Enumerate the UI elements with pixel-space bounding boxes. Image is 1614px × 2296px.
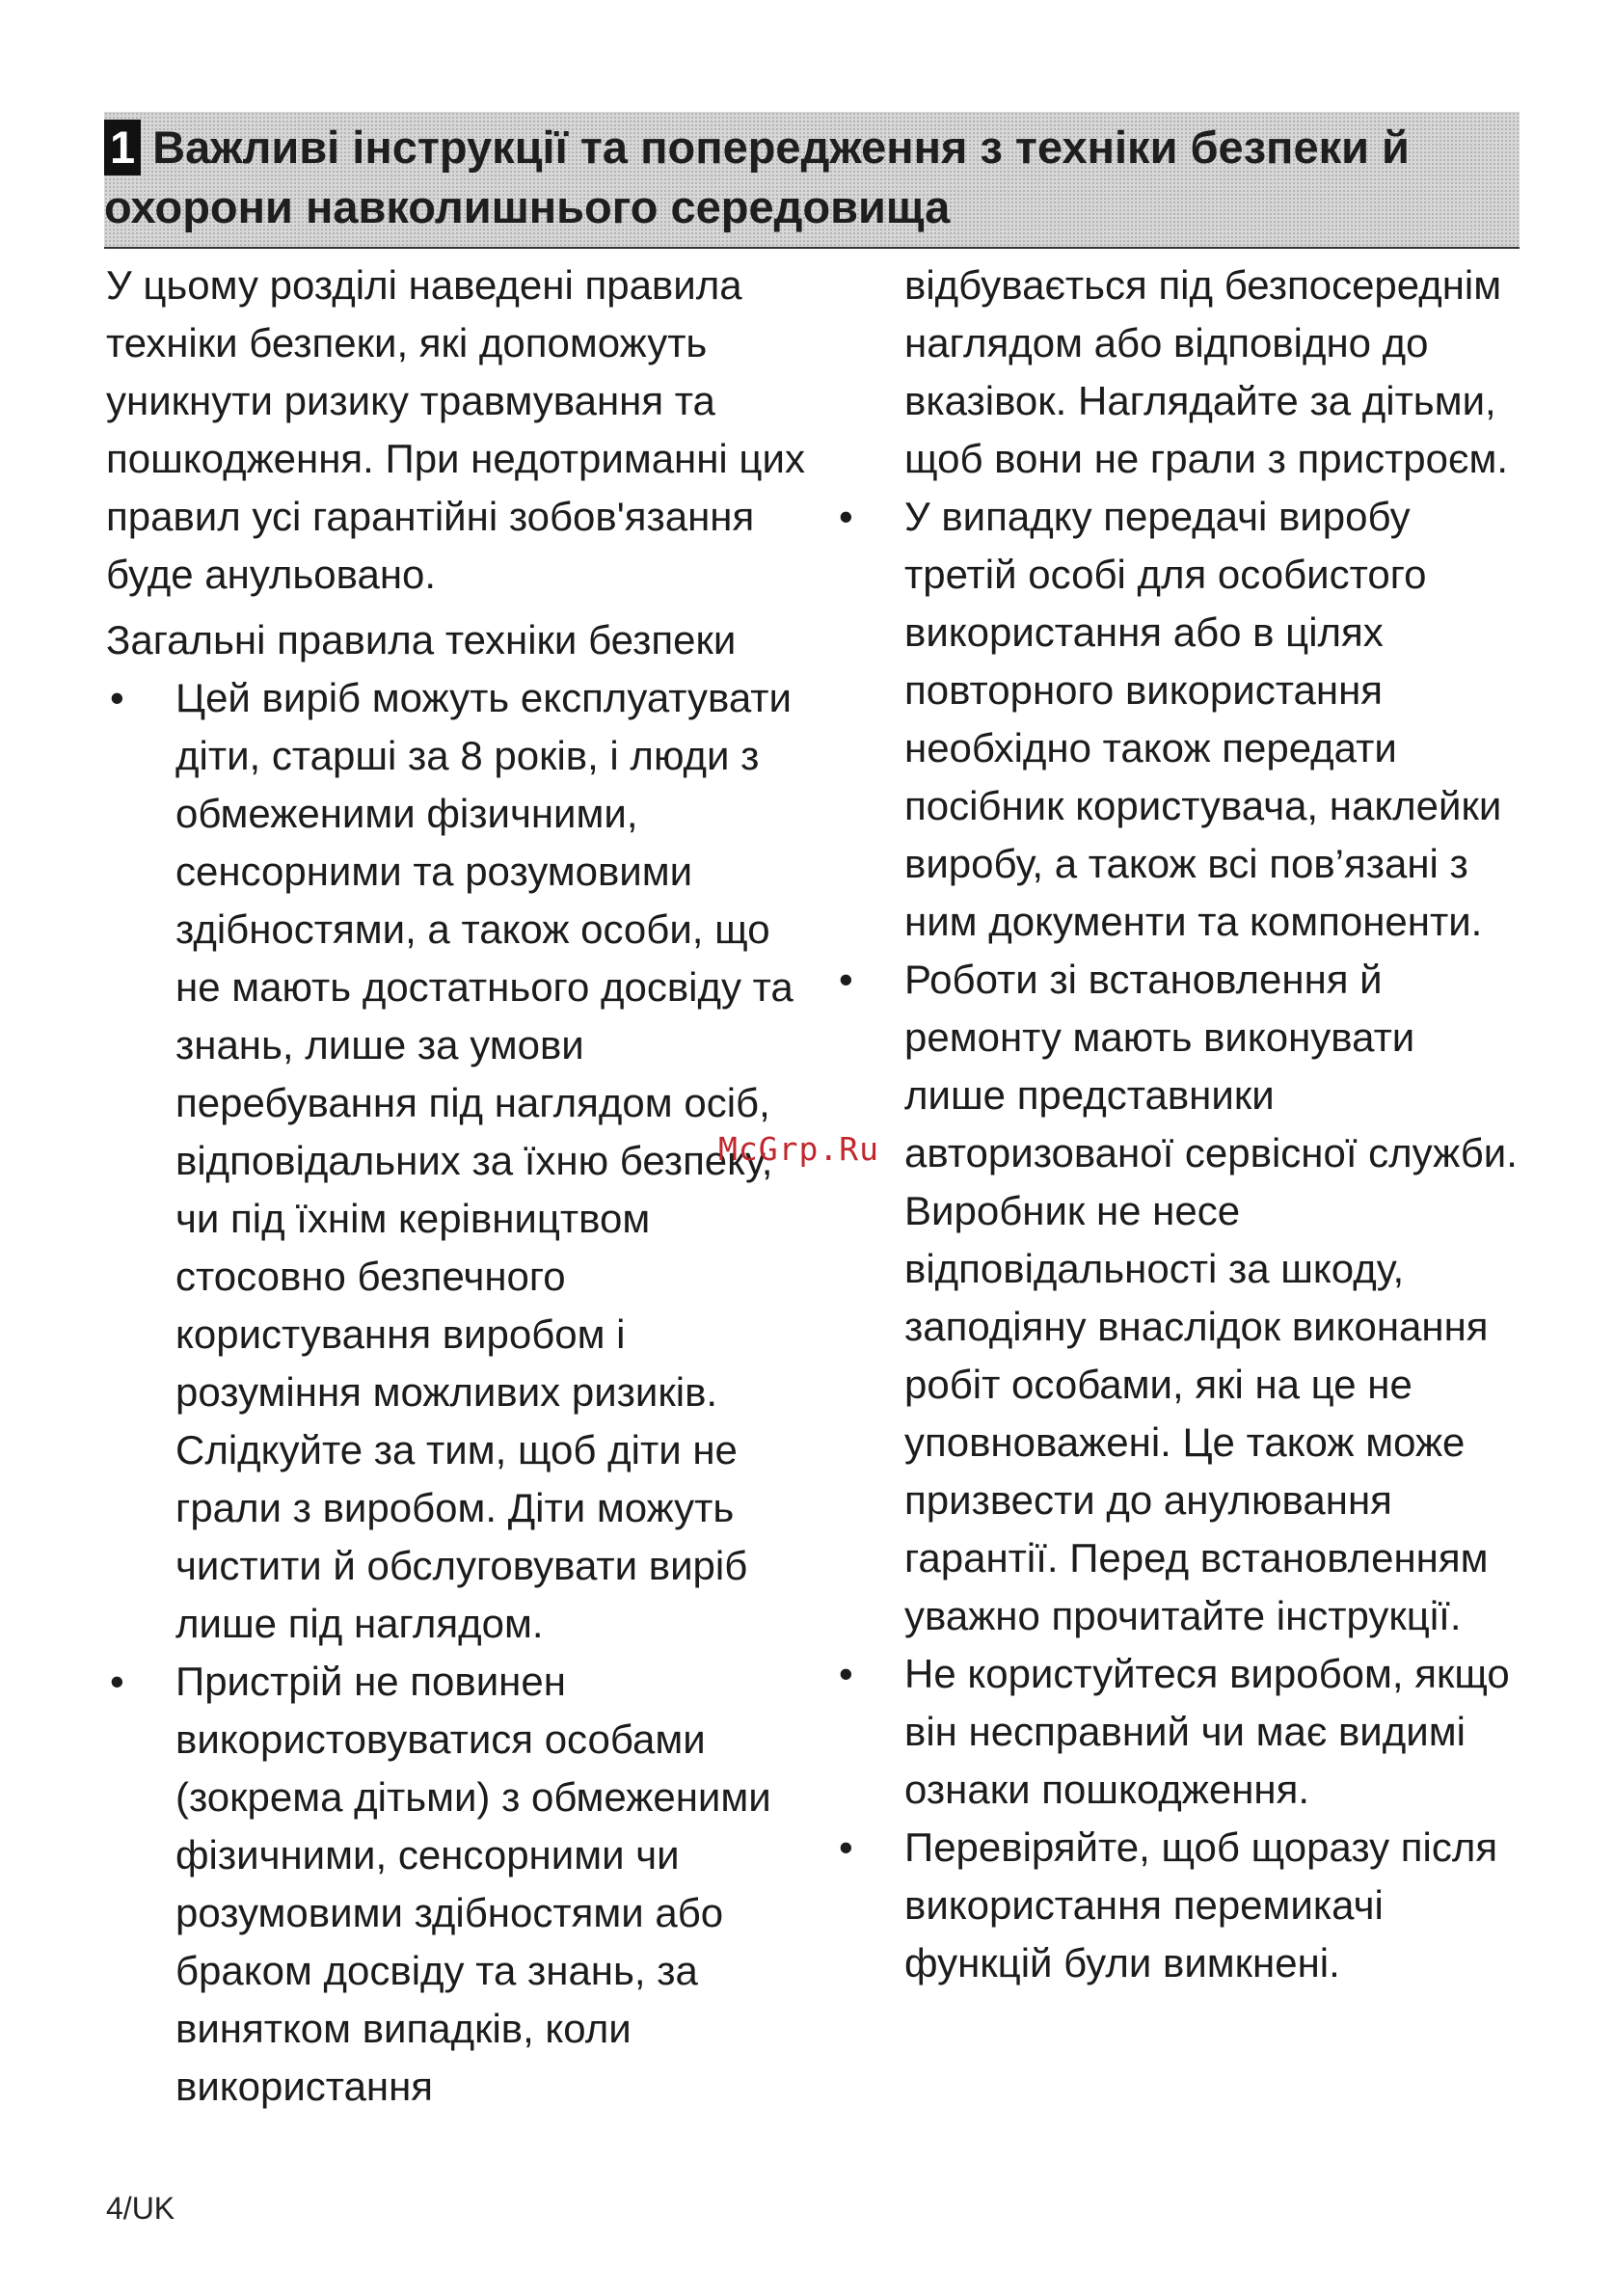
right-bullet-list [835, 488, 1520, 1992]
left-column [106, 257, 810, 2116]
watermark-text: McGrp.Ru [718, 1130, 879, 1168]
chapter-number-badge: 1 [104, 120, 141, 176]
right-column [835, 257, 1520, 1992]
header-title-text: Важливі інструкції та попередження з техніки безпеки й охорони навколишнього середовища [104, 122, 1410, 232]
list-item: • Пристрій не повинен використовуватися особами (зокрема дітьми) з обмеженими фізичними, сенсорними чи розумовими здібностями або браком досвіду та знань, за винятком випадків, коли використання [106, 1653, 810, 2116]
continued-paragraph: відбувається під безпосереднім наглядом або відповідно до вказівок. Наглядайте за дітьми, щоб вони не грали з пристроєм. [904, 262, 1509, 481]
list-item: • Перевіряйте, щоб щоразу після використання перемикачі функцій були вимкнені. [835, 1819, 1520, 1992]
list-item: • Цей виріб можуть експлуатувати діти, старші за 8 років, і люди з обмеженими фізичними, сенсорними та розумовими здібностями, а також особи, що не мають достатнього досвіду та знань, лише за умови перебування під наглядом осіб, відповідальних за їхню безпеку, чи під їхнім керівництвом стосовно безпечного користування виробом і розуміння можливих ризиків. Слідкуйте за тим, щоб діти не грали з виробом. Діти можуть чистити й обслуговувати виріб лише під наглядом. [106, 669, 810, 1653]
list-item: • Роботи зі встановлення й ремонту мають виконувати лише представники авторизованої сервісної служби. Виробник не несе відповідальності за шкоду, заподіяну внаслідок виконання робіт особами, які на це не уповноважені. Це також може призвести до анулювання гарантії. Перед встановленням уважно прочитайте інструкції. [835, 951, 1520, 1645]
general-safety-subtitle: Загальні правила техніки безпеки [106, 617, 737, 662]
section-title-heading [104, 118, 1493, 237]
left-bullet-list [106, 669, 810, 2116]
list-item: • Не користуйтеся виробом, якщо він несправний чи має видимі ознаки пошкодження. [835, 1645, 1520, 1819]
section-header [104, 112, 1520, 249]
list-item: • У випадку передачі виробу третій особі для особистого використання або в цілях повторного використання необхідно також передати посібник користувача, наклейки виробу, а також всі пов’язані з ним документи та компоненти. [835, 488, 1520, 951]
intro-paragraph: У цьому розділі наведені правила техніки безпеки, які допоможуть уникнути ризику травмування та пошкодження. При недотриманні цих правил усі гарантійні зобов'язання буде анульовано. [106, 262, 805, 597]
page-number: 4/UK [106, 2191, 175, 2226]
